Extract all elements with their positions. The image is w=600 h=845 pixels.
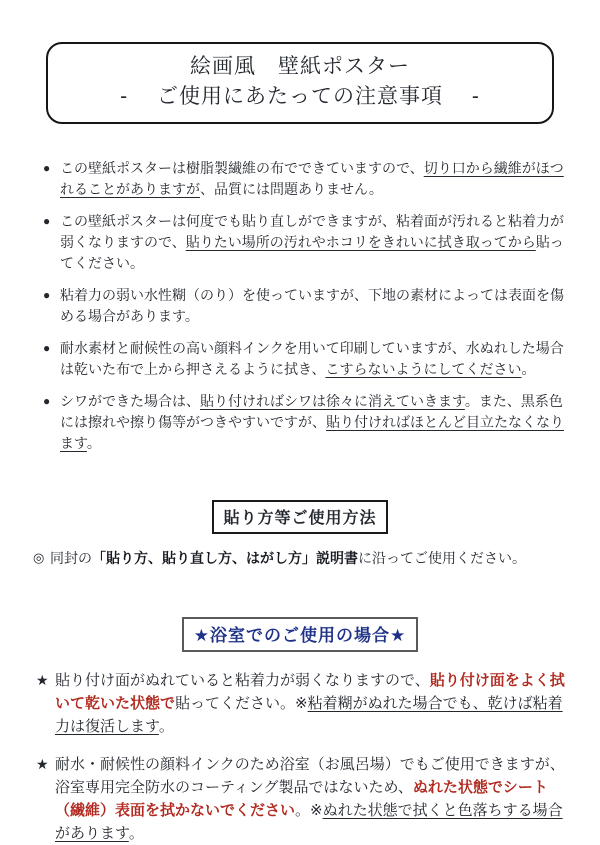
list-item <box>43 285 564 327</box>
notice-document <box>0 42 600 842</box>
list-item <box>43 158 564 200</box>
bullet-icon: ● <box>43 214 51 228</box>
list-item <box>43 338 564 380</box>
usage-section-heading: 貼り方等ご使用方法 <box>212 500 387 534</box>
bullet-icon: ● <box>43 288 51 302</box>
usage-section <box>0 500 600 534</box>
precaution-text: 耐水素材と耐候性の高い顔料インクを用いて印刷していますが、水ぬれした場合は乾いた布で上から押さえるように拭き、こすらないようにしてください。 <box>60 340 564 377</box>
list-item <box>43 211 564 274</box>
bullet-icon: ● <box>43 394 51 408</box>
usage-instruction <box>33 547 572 569</box>
double-circle-icon: ◎ <box>33 550 45 565</box>
star-icon: ★ <box>36 756 49 772</box>
bathroom-section <box>0 617 600 652</box>
page-title: 絵画風 壁紙ポスター <box>190 55 410 78</box>
precaution-text: この壁紙ポスターは樹脂製繊維の布でできていますので、切り口から繊維がほつれることがありますが、品質には問題ありません。 <box>60 160 564 197</box>
list-item <box>43 391 564 454</box>
bullet-icon: ● <box>43 341 51 355</box>
precaution-text: シワができた場合は、貼り付ければシワは徐々に消えていきます。また、黒系色には擦れや擦り傷等がつきやすいですが、貼り付ければほとんど目立たなくなります。 <box>60 393 564 451</box>
list-item <box>36 669 574 738</box>
precaution-text: 粘着力の弱い水性糊（のり）を使っていますが、下地の素材によっては表面を傷める場合があります。 <box>60 287 564 324</box>
list-item <box>36 753 574 845</box>
page-subtitle: - ご使用にあたっての注意事項 - <box>120 85 480 108</box>
precaution-list <box>43 158 564 454</box>
bathroom-text: 貼り付け面がぬれていると粘着力が弱くなりますので、貼り付け面をよく拭いて乾いた状態で貼ってください。※粘着糊がぬれた場合でも、乾けば粘着力は復活します。 <box>55 672 565 735</box>
bullet-icon: ● <box>43 161 51 175</box>
bathroom-list <box>36 669 574 845</box>
bathroom-text: 耐水・耐候性の顔料インクのため浴室（お風呂場）でもご使用できますが、浴室専用完全防水のコーティング製品ではないため、ぬれた状態でシート（繊維）表面を拭かないでください。※ぬれた状態で拭くと色落ちする場合があります。 <box>55 756 565 842</box>
title-box <box>46 42 554 124</box>
bathroom-section-heading: ★浴室でのご使用の場合★ <box>182 617 418 652</box>
precaution-text: この壁紙ポスターは何度でも貼り直しができますが、粘着面が汚れると粘着力が弱くなりますので、貼りたい場所の汚れやホコリをきれいに拭き取ってから貼ってください。 <box>60 213 564 271</box>
usage-instruction-text: 同封の「貼り方、貼り直し方、はがし方」説明書に沿ってご使用ください。 <box>50 550 526 566</box>
star-icon: ★ <box>36 672 49 688</box>
